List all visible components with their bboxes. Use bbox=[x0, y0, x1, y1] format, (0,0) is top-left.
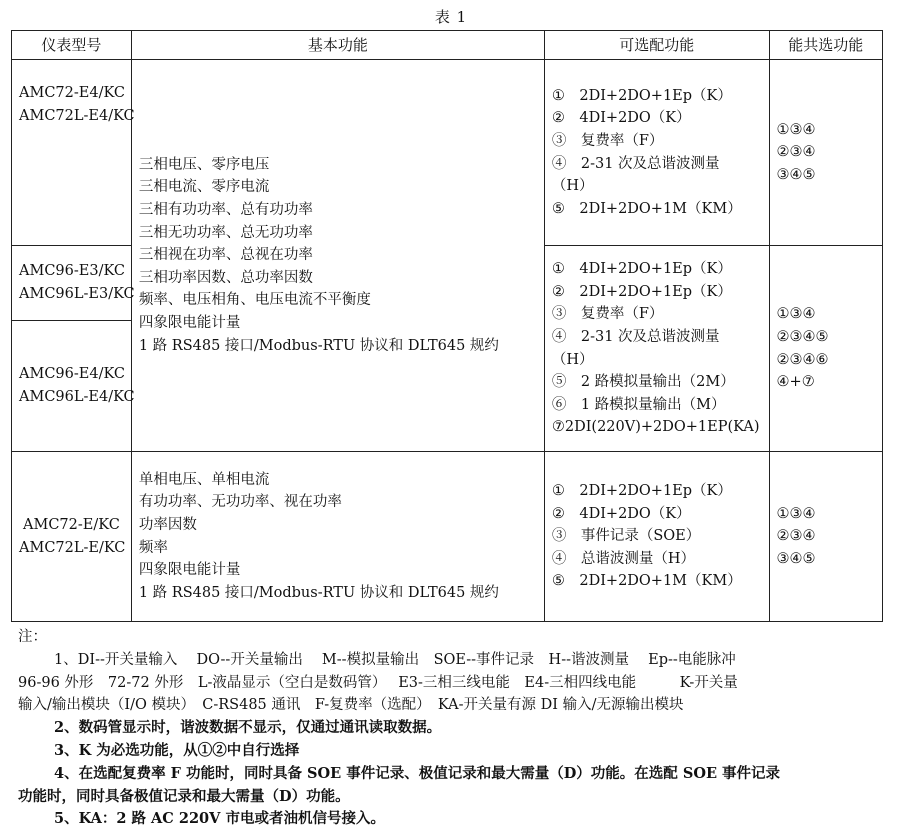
combo-item: ②③④⑤ bbox=[776, 328, 829, 345]
option-item: ① 4DI+2DO+1Ep（K） bbox=[551, 261, 732, 278]
option-item: ③ 复费率（F） bbox=[551, 132, 664, 149]
optional-functions-cell bbox=[544, 452, 769, 622]
basic-functions-cell bbox=[131, 452, 544, 622]
header-optional-functions: 可选配功能 bbox=[544, 31, 769, 60]
model-cell bbox=[12, 60, 135, 246]
basic-function: 三相有功功率、总有功功率 bbox=[138, 202, 313, 219]
header-combinable-functions: 能共选功能 bbox=[769, 31, 882, 60]
spec-table bbox=[11, 30, 883, 622]
model-cell bbox=[12, 321, 135, 452]
combo-item: ①③④ bbox=[776, 306, 816, 323]
note-5: 5、KA：2 路 AC 220V 市电或者油机信号接入。 bbox=[54, 810, 385, 828]
basic-function: 1 路 RS485 接口/Modbus-RTU 协议和 DLT645 规约 bbox=[138, 584, 499, 601]
option-item: ② 4DI+2DO（K） bbox=[551, 505, 691, 522]
option-item: ③ 复费率（F） bbox=[551, 306, 664, 323]
notes-label: 注： bbox=[18, 629, 47, 645]
option-item: ① 2DI+2DO+1Ep（K） bbox=[551, 87, 732, 104]
combinable-functions-cell bbox=[769, 246, 882, 452]
model-name: AMC72-E/KC bbox=[23, 516, 120, 533]
option-item: ② 4DI+2DO（K） bbox=[551, 110, 691, 127]
option-item: ③ 事件记录（SOE） bbox=[551, 528, 701, 545]
model-name: AMC72-E4/KC bbox=[19, 85, 125, 101]
basic-function: 有功功率、无功功率、视在功率 bbox=[138, 494, 342, 511]
note-1-line: 96-96 外形 72-72 外形 L-液晶显示（空白是数码管） E3-三相三线电能 E4-三相四线电能 K-开关量 bbox=[18, 674, 738, 691]
option-item: ⑤ 2DI+2DO+1M（KM） bbox=[551, 200, 742, 217]
combo-item: ①③④ bbox=[776, 121, 816, 138]
basic-function: 三相功率因数、总功率因数 bbox=[138, 269, 313, 286]
model-name: AMC96-E3/KC bbox=[19, 263, 125, 280]
option-item: ⑤ 2 路模拟量输出（2M） bbox=[551, 374, 735, 391]
basic-function: 四象限电能计量 bbox=[138, 562, 241, 579]
combinable-functions-cell bbox=[769, 452, 882, 622]
combinable-functions-cell bbox=[769, 60, 882, 246]
basic-function: 频率 bbox=[138, 539, 168, 556]
option-item: （H） bbox=[551, 178, 594, 195]
option-item: ② 2DI+2DO+1Ep（K） bbox=[551, 283, 732, 300]
model-cell bbox=[12, 452, 132, 622]
model-name: AMC72L-E4/KC bbox=[19, 107, 135, 124]
table-row bbox=[12, 452, 883, 622]
basic-function: 频率、电压相角、电压电流不平衡度 bbox=[138, 292, 371, 309]
model-name: AMC96L-E4/KC bbox=[19, 389, 135, 405]
model-name: AMC72L-E/KC bbox=[19, 539, 126, 556]
combo-item: ①③④ bbox=[776, 505, 816, 522]
combo-item: ②③④ bbox=[776, 144, 816, 161]
basic-function: 三相电压、零序电压 bbox=[138, 156, 270, 173]
option-item: ⑤ 2DI+2DO+1M（KM） bbox=[551, 573, 742, 590]
basic-function: 1 路 RS485 接口/Modbus-RTU 协议和 DLT645 规约 bbox=[138, 337, 499, 354]
combo-item: ③④⑤ bbox=[776, 166, 816, 183]
header-basic-functions: 基本功能 bbox=[131, 31, 544, 60]
shared-basic-functions-cell bbox=[131, 60, 544, 452]
model-name: AMC96L-E3/KC bbox=[19, 286, 135, 302]
table-row bbox=[12, 60, 883, 246]
basic-function: 三相视在功率、总视在功率 bbox=[138, 247, 313, 264]
basic-function: 三相电流、零序电流 bbox=[138, 179, 270, 196]
header-model: 仪表型号 bbox=[12, 31, 132, 60]
notes-section bbox=[18, 626, 890, 831]
option-item: ⑥ 1 路模拟量输出（M） bbox=[551, 396, 726, 413]
combo-item: ④+⑦ bbox=[776, 374, 815, 391]
model-cell bbox=[12, 246, 135, 321]
note-4-line: 功能时，同时具备极值记录和最大需量（D）功能。 bbox=[18, 787, 350, 805]
note-2: 2、数码管显示时，谐波数据不显示，仅通过通讯读取数据。 bbox=[54, 719, 442, 737]
note-4-line: 4、在选配复费率 F 功能时，同时具备 SOE 事件记录、极值记录和最大需量（D）功能。在选配 SOE 事件记录 bbox=[54, 764, 781, 782]
option-item: ④ 2-31 次及总谐波测量 bbox=[551, 328, 720, 345]
combo-item: ③④⑤ bbox=[776, 550, 816, 567]
note-1-line: 1、DI--开关量输入 DO--开关量输出 M--模拟量输出 SOE--事件记录 H--谐波测量 Ep--电能脉冲 bbox=[54, 651, 736, 668]
table-caption: 表 1 bbox=[434, 8, 468, 26]
option-item: ⑦2DI(220V)+2DO+1EP(KA) bbox=[551, 419, 760, 436]
combo-item: ②③④ bbox=[776, 528, 816, 545]
option-item: ④ 2-31 次及总谐波测量 bbox=[551, 155, 720, 172]
basic-function: 功率因数 bbox=[138, 516, 197, 533]
note-3: 3、K 为必选功能，从①②中自行选择 bbox=[54, 741, 300, 759]
basic-function: 三相无功功率、总无功功率 bbox=[138, 224, 313, 241]
option-item: ① 2DI+2DO+1Ep（K） bbox=[551, 483, 732, 500]
note-1-line: 输入/输出模块（I/O 模块） C-RS485 通讯 F-复费率（选配） KA-开关量有源 DI 输入/无源输出模块 bbox=[18, 697, 684, 714]
basic-function: 四象限电能计量 bbox=[138, 314, 241, 331]
table-header-row bbox=[12, 31, 883, 60]
option-item: （H） bbox=[551, 351, 594, 368]
optional-functions-cell bbox=[544, 246, 769, 452]
optional-functions-cell bbox=[544, 60, 769, 246]
option-item: ④ 总谐波测量（H） bbox=[551, 550, 695, 567]
combo-item: ②③④⑥ bbox=[776, 351, 829, 368]
basic-function: 单相电压、单相电流 bbox=[138, 471, 270, 488]
model-name: AMC96-E4/KC bbox=[19, 366, 125, 383]
